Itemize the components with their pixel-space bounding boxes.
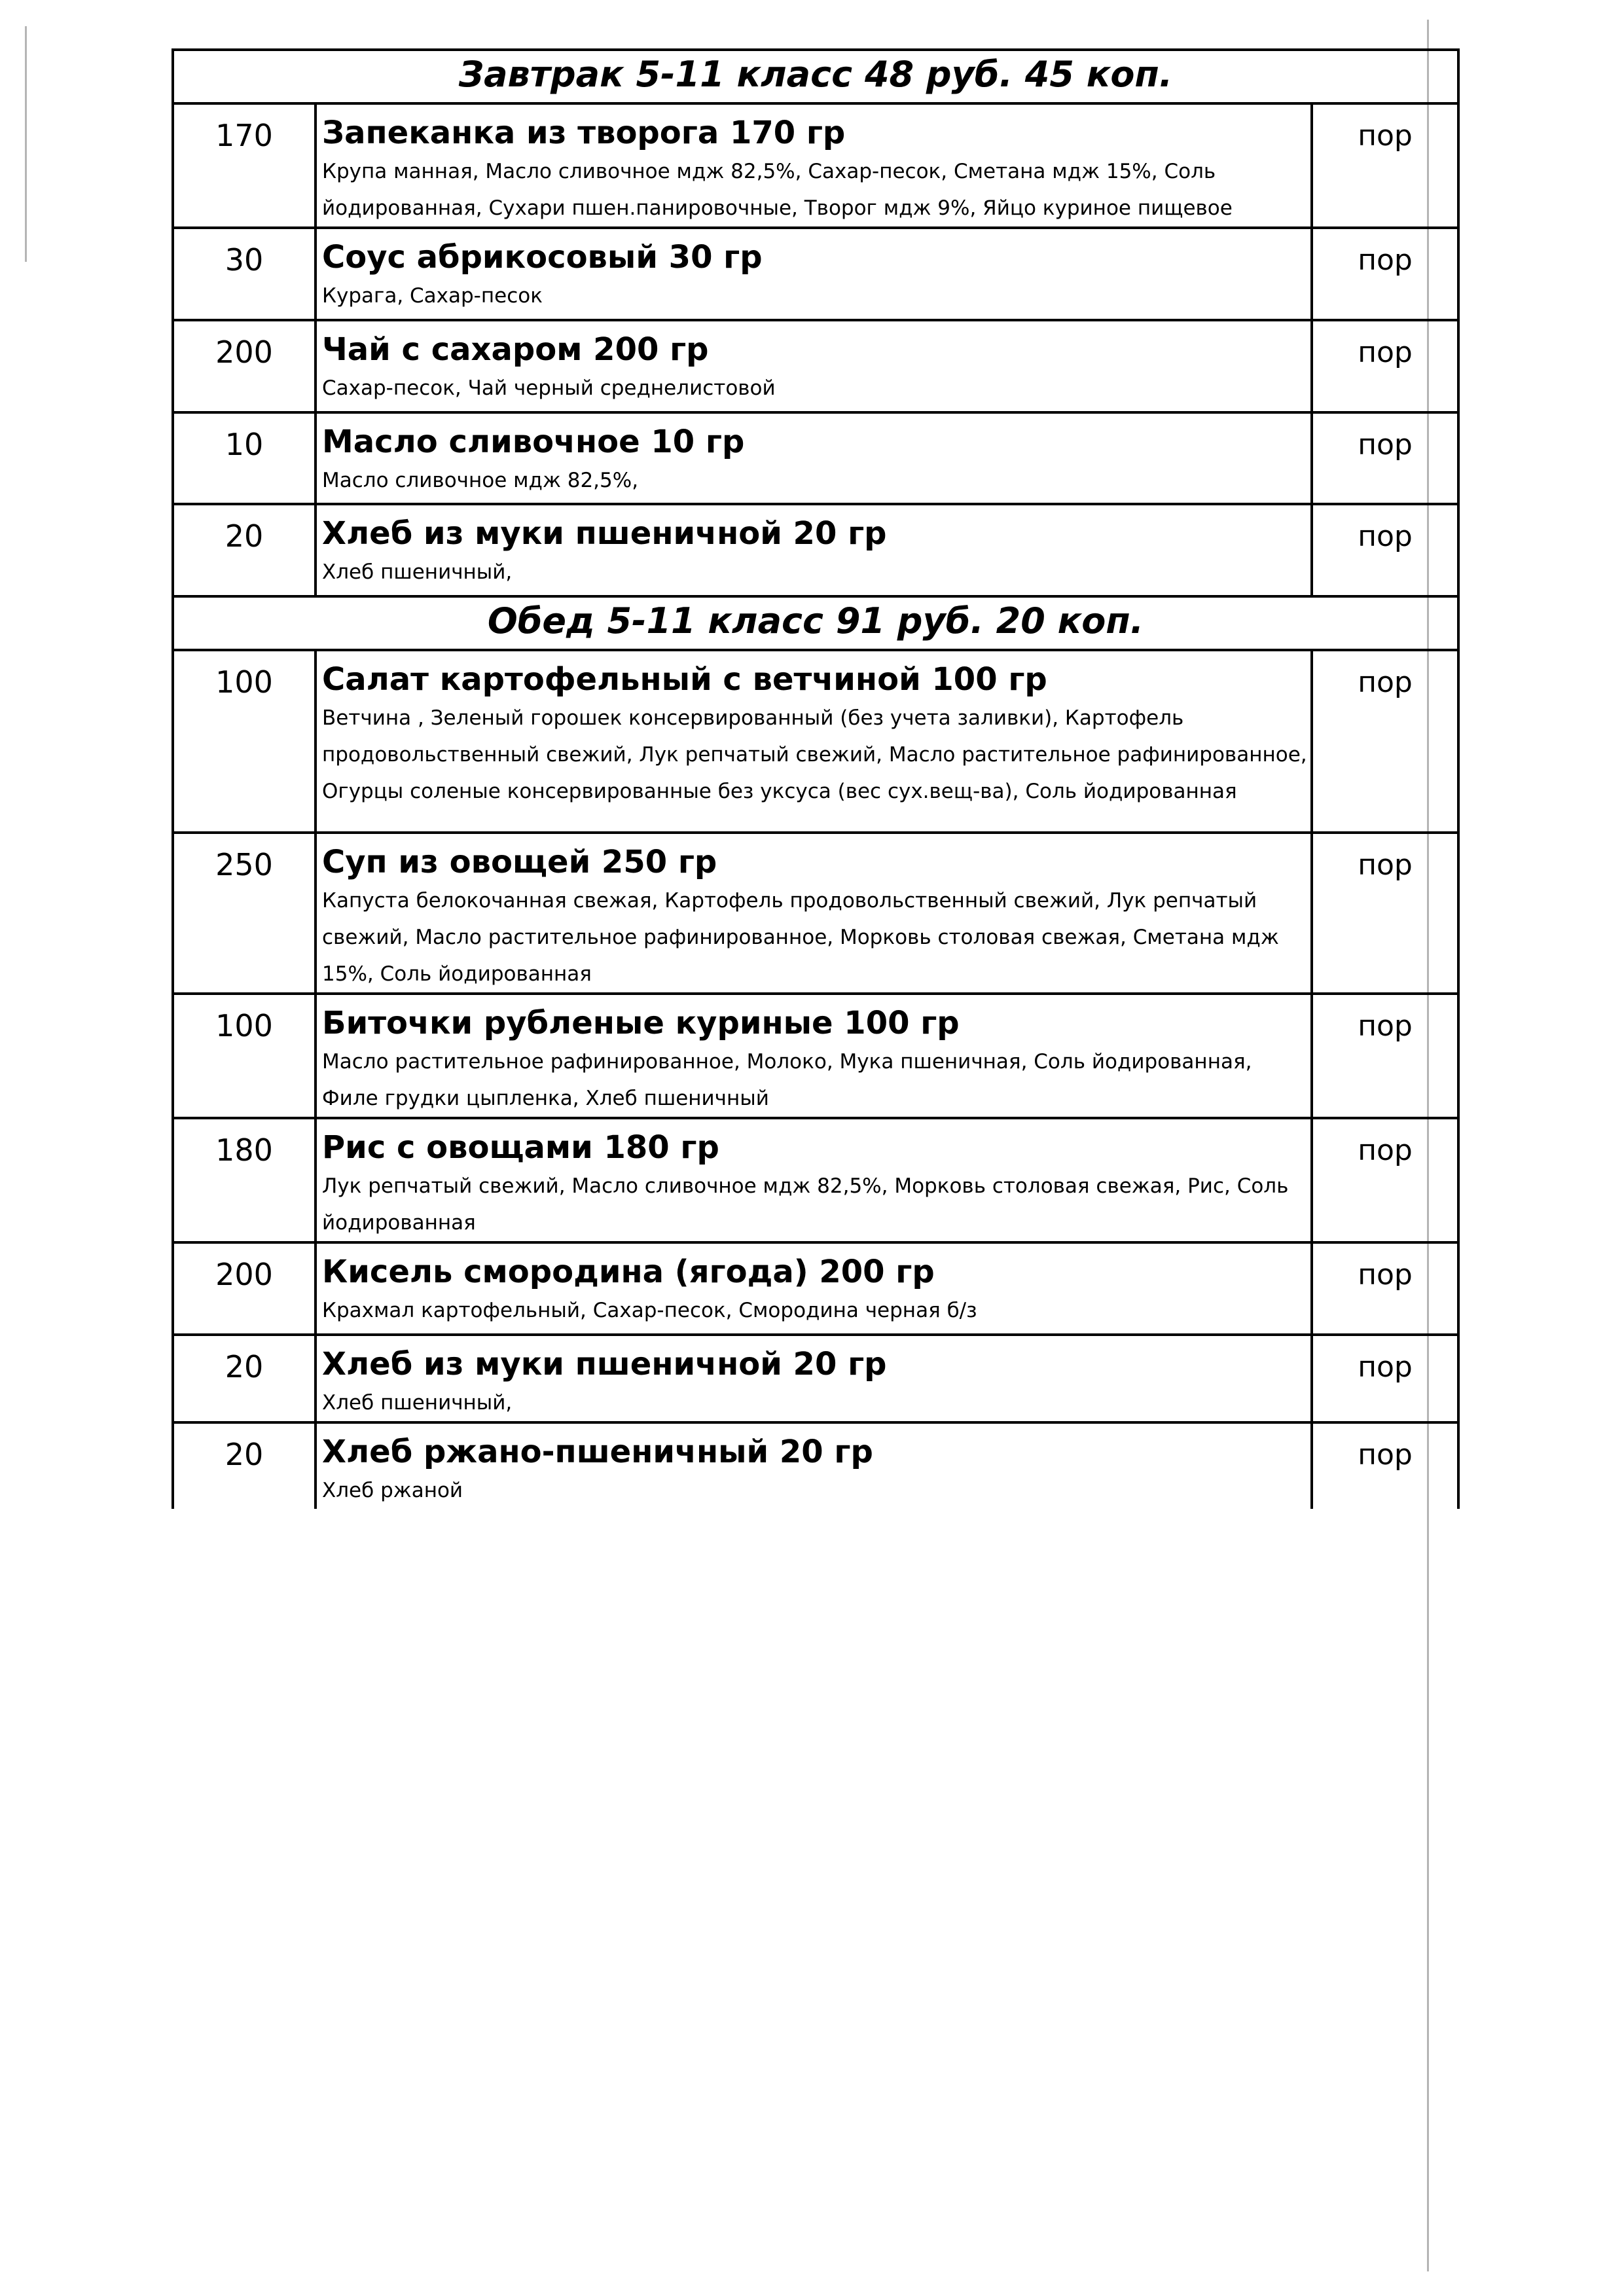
item-description xyxy=(316,412,1312,504)
item-quantity: 180 xyxy=(173,1118,316,1242)
item-quantity: 170 xyxy=(173,103,316,228)
menu-row xyxy=(173,1242,1458,1335)
dish-name: Хлеб из муки пшеничной 20 гр xyxy=(322,515,887,552)
dish-name: Суп из овощей 250 гр xyxy=(322,844,717,880)
item-unit: пор xyxy=(1312,650,1458,833)
dish-ingredients: Ветчина , Зеленый горошек консервированный (без учета заливки), Картофель продовольственный свежий, Лук репчатый свежий, Масло растительное рафинированное, Огурцы соленые консервированные без уксуса (вес сух.вещ-ва), Соль йодированная xyxy=(322,706,1307,803)
lunch-header-row xyxy=(173,596,1458,650)
dish-ingredients: Хлеб пшеничный, xyxy=(322,560,513,584)
item-description xyxy=(316,650,1312,833)
item-description xyxy=(316,994,1312,1118)
item-unit: пор xyxy=(1312,994,1458,1118)
menu-row xyxy=(173,833,1458,994)
scan-edge-left xyxy=(25,26,27,262)
item-description xyxy=(316,1422,1312,1509)
item-quantity: 250 xyxy=(173,833,316,994)
item-unit: пор xyxy=(1312,1242,1458,1335)
item-description xyxy=(316,1335,1312,1422)
item-unit: пор xyxy=(1312,1422,1458,1509)
item-quantity: 20 xyxy=(173,504,316,596)
menu-row xyxy=(173,1118,1458,1242)
menu-row xyxy=(173,650,1458,833)
item-unit: пор xyxy=(1312,320,1458,412)
dish-name: Запеканка из творога 170 гр xyxy=(322,115,846,151)
dish-name: Масло сливочное 10 гр xyxy=(322,424,745,460)
dish-name: Рис с овощами 180 гр xyxy=(322,1129,719,1166)
item-unit: пор xyxy=(1312,504,1458,596)
item-unit: пор xyxy=(1312,103,1458,228)
dish-ingredients: Лук репчатый свежий, Масло сливочное мдж 82,5%, Морковь столовая свежая, Рис, Соль йодированная xyxy=(322,1174,1289,1235)
item-quantity: 30 xyxy=(173,228,316,320)
item-unit: пор xyxy=(1312,1335,1458,1422)
menu-table xyxy=(171,48,1460,1509)
dish-name: Соус абрикосовый 30 гр xyxy=(322,239,763,276)
menu-row xyxy=(173,504,1458,596)
item-unit: пор xyxy=(1312,228,1458,320)
dish-name: Чай с сахаром 200 гр xyxy=(322,331,709,368)
item-unit: пор xyxy=(1312,1118,1458,1242)
dish-ingredients: Хлеб пшеничный, xyxy=(322,1391,513,1415)
dish-ingredients: Масло сливочное мдж 82,5%, xyxy=(322,469,639,492)
item-unit: пор xyxy=(1312,833,1458,994)
dish-ingredients: Сахар-песок, Чай черный среднелистовой xyxy=(322,376,776,400)
menu-row xyxy=(173,228,1458,320)
dish-name: Хлеб из муки пшеничной 20 гр xyxy=(322,1346,887,1382)
item-quantity: 10 xyxy=(173,412,316,504)
item-quantity: 20 xyxy=(173,1422,316,1509)
item-quantity: 20 xyxy=(173,1335,316,1422)
item-description xyxy=(316,1118,1312,1242)
dish-name: Биточки рубленые куриные 100 гр xyxy=(322,1005,960,1041)
menu-row xyxy=(173,320,1458,412)
dish-name: Хлеб ржано-пшеничный 20 гр xyxy=(322,1434,873,1470)
item-quantity: 200 xyxy=(173,1242,316,1335)
item-description xyxy=(316,1242,1312,1335)
lunch-title: Обед 5-11 класс 91 руб. 20 коп. xyxy=(173,596,1458,650)
dish-ingredients: Хлеб ржаной xyxy=(322,1479,463,1502)
dish-ingredients: Масло растительное рафинированное, Молоко, Мука пшеничная, Соль йодированная, Филе грудки цыпленка, Хлеб пшеничный xyxy=(322,1050,1252,1110)
menu-row xyxy=(173,1422,1458,1509)
breakfast-title: Завтрак 5-11 класс 48 руб. 45 коп. xyxy=(173,50,1458,103)
dish-ingredients: Крупа манная, Масло сливочное мдж 82,5%, Сахар-песок, Сметана мдж 15%, Соль йодированная, Сухари пшен.панировочные, Творог мдж 9%, Яйцо куриное пищевое xyxy=(322,160,1233,220)
breakfast-header-row xyxy=(173,50,1458,103)
item-quantity: 100 xyxy=(173,994,316,1118)
item-quantity: 200 xyxy=(173,320,316,412)
item-description xyxy=(316,228,1312,320)
menu-row xyxy=(173,994,1458,1118)
dish-ingredients: Крахмал картофельный, Сахар-песок, Смородина черная б/з xyxy=(322,1299,977,1322)
menu-row xyxy=(173,103,1458,228)
dish-name: Салат картофельный с ветчиной 100 гр xyxy=(322,661,1047,698)
item-description xyxy=(316,320,1312,412)
item-description xyxy=(316,103,1312,228)
menu-row xyxy=(173,412,1458,504)
item-quantity: 100 xyxy=(173,650,316,833)
dish-name: Кисель смородина (ягода) 200 гр xyxy=(322,1254,935,1290)
dish-ingredients: Капуста белокочанная свежая, Картофель продовольственный свежий, Лук репчатый свежий, Масло растительное рафинированное, Морковь столовая свежая, Сметана мдж 15%, Соль йодированная xyxy=(322,889,1279,986)
item-unit: пор xyxy=(1312,412,1458,504)
item-description xyxy=(316,504,1312,596)
item-description xyxy=(316,833,1312,994)
menu-row xyxy=(173,1335,1458,1422)
dish-ingredients: Курага, Сахар-песок xyxy=(322,284,543,308)
